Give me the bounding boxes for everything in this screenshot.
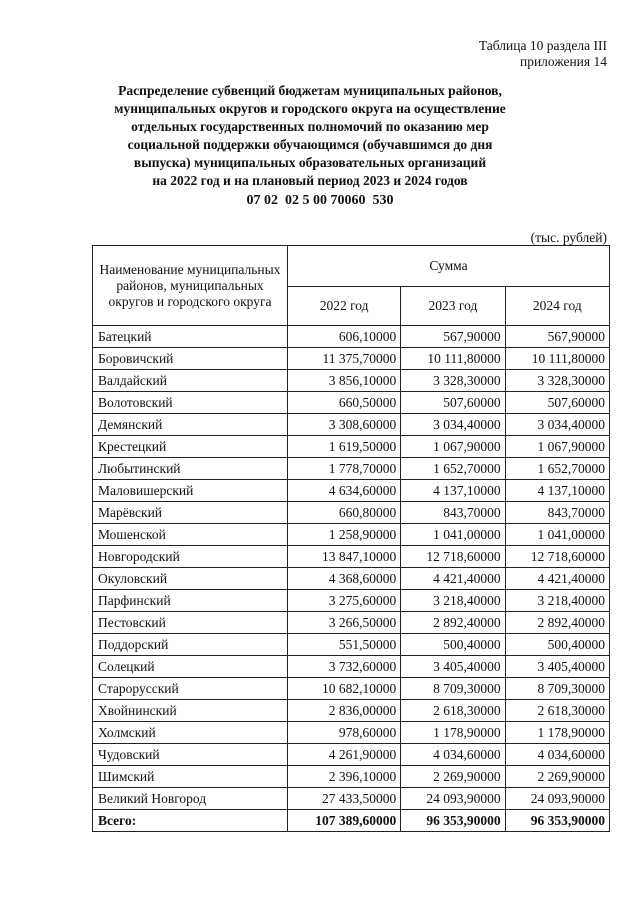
value-2024: 1 041,00000 [505,524,609,546]
value-2024: 4 034,60000 [505,744,609,766]
value-2024: 4 137,10000 [505,480,609,502]
value-2023: 8 709,30000 [401,678,505,700]
total-row [93,810,610,832]
table-reference [479,38,607,70]
value-2022: 13 847,10000 [288,546,401,568]
table-row [93,568,610,590]
table-row [93,546,610,568]
sum-column-header: Сумма [288,246,610,287]
value-2022: 1 619,50000 [288,436,401,458]
subvention-table [92,245,610,832]
value-2023: 3 328,30000 [401,370,505,392]
value-2022: 11 375,70000 [288,348,401,370]
table-row [93,634,610,656]
table-body [93,326,610,810]
table-row [93,744,610,766]
value-2024: 3 328,30000 [505,370,609,392]
value-2023: 12 718,60000 [401,546,505,568]
value-2024: 1 178,90000 [505,722,609,744]
district-name: Демянский [93,414,288,436]
value-2024: 3 034,40000 [505,414,609,436]
district-name: Пестовский [93,612,288,634]
title-line: Распределение субвенций бюджетам муниципальных районов, [118,83,502,98]
table-row [93,766,610,788]
value-2023: 4 421,40000 [401,568,505,590]
title-line: выпуска) муниципальных образовательных организаций [133,155,487,170]
year-header-2023: 2023 год [401,287,505,326]
value-2024: 24 093,90000 [505,788,609,810]
value-2023: 1 178,90000 [401,722,505,744]
value-2022: 1 258,90000 [288,524,401,546]
reference-line-2: приложения 14 [519,54,607,69]
value-2022: 3 732,60000 [288,656,401,678]
district-name: Волотовский [93,392,288,414]
district-name: Валдайский [93,370,288,392]
table-row [93,458,610,480]
table-row [93,700,610,722]
value-2024: 12 718,60000 [505,546,609,568]
district-name: Старорусский [93,678,288,700]
value-2024: 500,40000 [505,634,609,656]
total-2024: 96 353,90000 [505,810,609,832]
district-name: Чудовский [93,744,288,766]
value-2024: 1 067,90000 [505,436,609,458]
district-name: Хвойнинский [93,700,288,722]
units-label: (тыс. рублей) [530,230,607,245]
value-2022: 10 682,10000 [288,678,401,700]
table-row [93,370,610,392]
district-name: Любытинский [93,458,288,480]
value-2022: 606,10000 [288,326,401,348]
value-2022: 1 778,70000 [288,458,401,480]
value-2023: 3 218,40000 [401,590,505,612]
value-2024: 8 709,30000 [505,678,609,700]
district-name: Новгородский [93,546,288,568]
value-2024: 3 218,40000 [505,590,609,612]
value-2024: 1 652,70000 [505,458,609,480]
value-2024: 507,60000 [505,392,609,414]
reference-line-1: Таблица 10 раздела III [478,38,607,53]
district-name: Великий Новгород [93,788,288,810]
district-name: Маловишерский [93,480,288,502]
district-name: Боровичский [93,348,288,370]
budget-code: 07 02 02 5 00 70060 530 [246,193,394,208]
table-row [93,436,610,458]
value-2024: 4 421,40000 [505,568,609,590]
table-row [93,326,610,348]
table-row [93,590,610,612]
year-header-2024: 2024 год [505,287,609,326]
value-2024: 2 892,40000 [505,612,609,634]
value-2024: 2 269,90000 [505,766,609,788]
total-2023: 96 353,90000 [401,810,505,832]
district-name: Поддорский [93,634,288,656]
value-2024: 3 405,40000 [505,656,609,678]
value-2023: 10 111,80000 [401,348,505,370]
title-line: муниципальных округов и городского округа на осуществление [114,101,506,116]
value-2022: 3 856,10000 [288,370,401,392]
value-2023: 500,40000 [401,634,505,656]
document-title [90,82,530,190]
value-2022: 4 634,60000 [288,480,401,502]
district-name: Батецкий [93,326,288,348]
table-row [93,414,610,436]
title-line: на 2022 год и на плановый период 2023 и 2024 годов [152,173,468,188]
value-2023: 567,90000 [401,326,505,348]
table-row [93,678,610,700]
table-row [93,524,610,546]
table-row [93,722,610,744]
title-line: социальной поддержки обучающимся (обучавшимся до дня [127,137,493,152]
value-2023: 24 093,90000 [401,788,505,810]
value-2023: 843,70000 [401,502,505,524]
district-name: Окуловский [93,568,288,590]
value-2022: 2 836,00000 [288,700,401,722]
value-2023: 3 034,40000 [401,414,505,436]
district-name: Крестецкий [93,436,288,458]
table-row [93,502,610,524]
value-2022: 660,50000 [288,392,401,414]
value-2023: 4 034,60000 [401,744,505,766]
table-row [93,392,610,414]
value-2023: 2 269,90000 [401,766,505,788]
value-2024: 567,90000 [505,326,609,348]
value-2023: 4 137,10000 [401,480,505,502]
value-2022: 4 261,90000 [288,744,401,766]
value-2022: 3 266,50000 [288,612,401,634]
table-row [93,612,610,634]
value-2024: 2 618,30000 [505,700,609,722]
value-2023: 1 067,90000 [401,436,505,458]
total-label: Всего: [93,810,288,832]
value-2022: 3 275,60000 [288,590,401,612]
table-row [93,656,610,678]
value-2024: 843,70000 [505,502,609,524]
value-2024: 10 111,80000 [505,348,609,370]
value-2023: 2 892,40000 [401,612,505,634]
value-2023: 3 405,40000 [401,656,505,678]
value-2022: 978,60000 [288,722,401,744]
value-2023: 507,60000 [401,392,505,414]
value-2022: 2 396,10000 [288,766,401,788]
total-2022: 107 389,60000 [288,810,401,832]
district-name: Парфинский [93,590,288,612]
value-2022: 4 368,60000 [288,568,401,590]
table-row [93,788,610,810]
year-header-2022: 2022 год [288,287,401,326]
district-name: Солецкий [93,656,288,678]
table-row [93,348,610,370]
value-2022: 27 433,50000 [288,788,401,810]
value-2023: 1 041,00000 [401,524,505,546]
value-2023: 2 618,30000 [401,700,505,722]
district-name: Холмский [93,722,288,744]
district-name: Мошенской [93,524,288,546]
value-2022: 660,80000 [288,502,401,524]
table-row [93,480,610,502]
value-2023: 1 652,70000 [401,458,505,480]
value-2022: 551,50000 [288,634,401,656]
district-name: Марёвский [93,502,288,524]
title-line: отдельных государственных полномочий по оказанию мер [131,119,489,134]
name-column-header: Наименование муниципальных районов, муниципальных округов и городского округа [93,246,288,326]
value-2022: 3 308,60000 [288,414,401,436]
district-name: Шимский [93,766,288,788]
